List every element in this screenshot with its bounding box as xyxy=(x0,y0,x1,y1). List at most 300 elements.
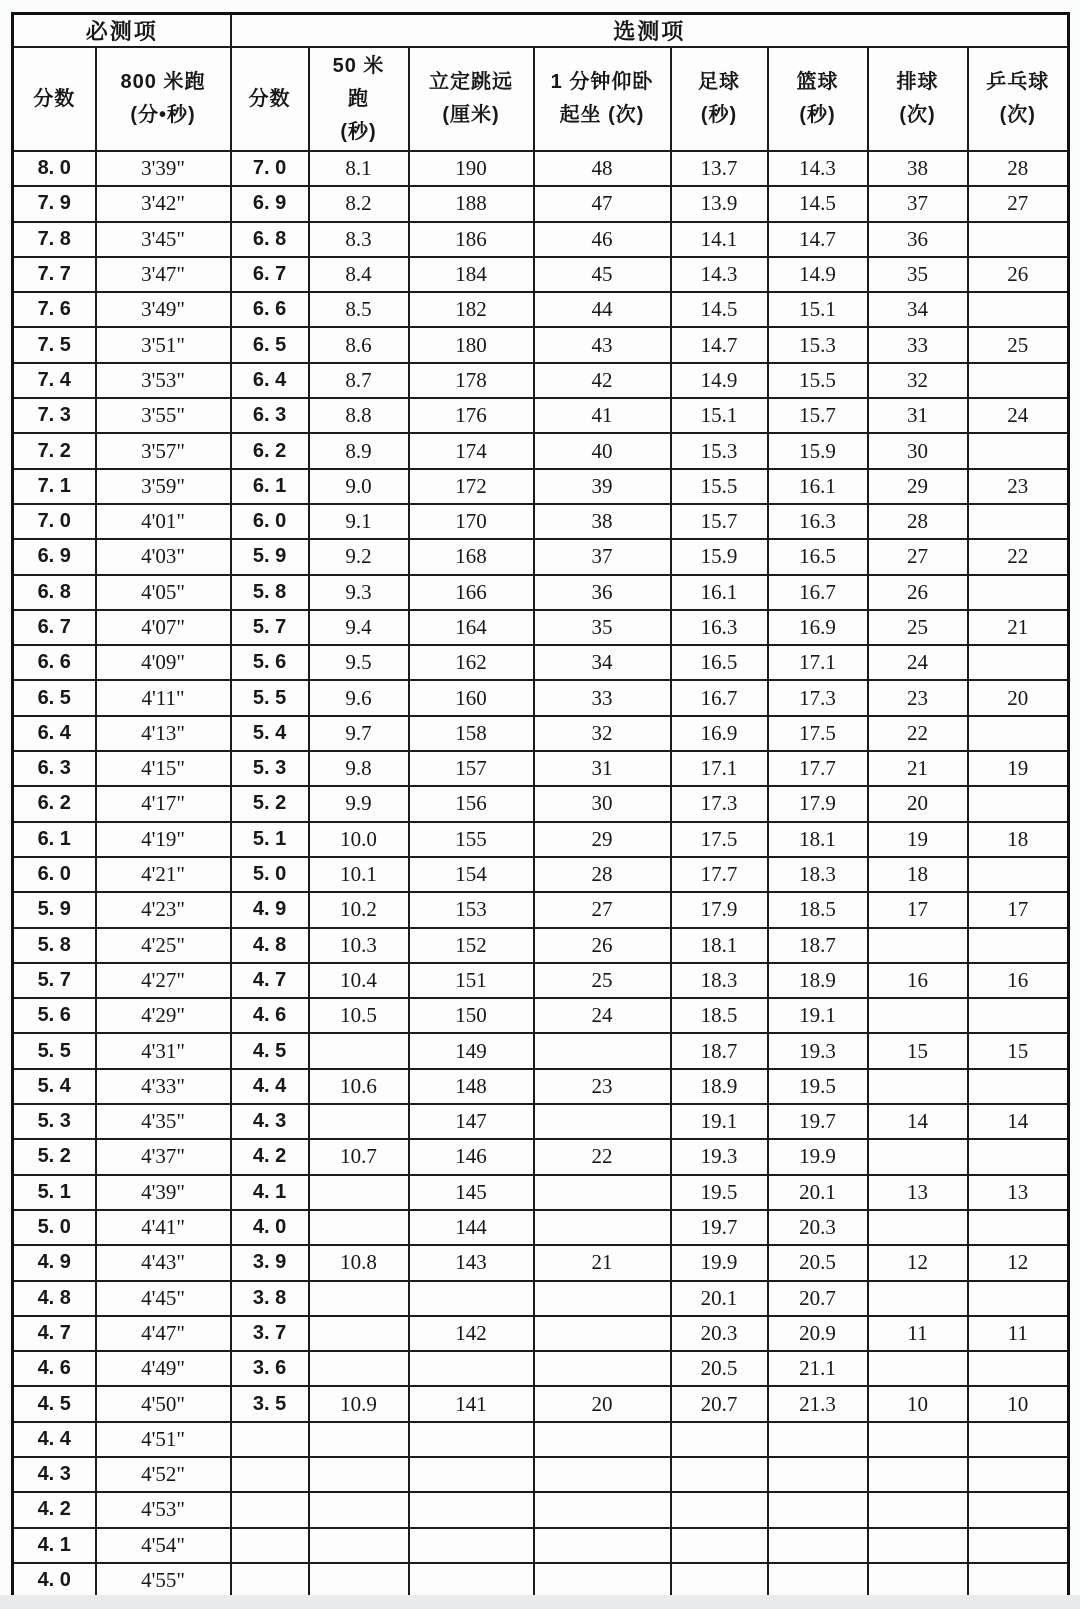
cell-situps-1min: 26 xyxy=(534,928,671,963)
column-header-row xyxy=(13,47,1069,151)
col-header-basketball xyxy=(768,47,868,151)
cell-pingpong xyxy=(968,292,1069,327)
cell-volleyball: 32 xyxy=(868,363,968,398)
cell-football: 18.9 xyxy=(671,1069,768,1104)
cell-situps-1min: 43 xyxy=(534,327,671,362)
cell-football: 17.9 xyxy=(671,892,768,927)
cell-standing-long-jump: 170 xyxy=(409,504,534,539)
cell-score-required: 5. 4 xyxy=(13,1069,96,1104)
cell-score-required: 6. 3 xyxy=(13,751,96,786)
table-row xyxy=(13,1528,1069,1563)
cell-standing-long-jump xyxy=(409,1351,534,1386)
cell-basketball: 17.7 xyxy=(768,751,868,786)
cell-score-optional: 5. 5 xyxy=(231,680,309,715)
cell-run-800m: 4'45" xyxy=(96,1281,231,1316)
cell-volleyball xyxy=(868,1422,968,1457)
cell-volleyball: 15 xyxy=(868,1033,968,1068)
cell-basketball: 18.1 xyxy=(768,822,868,857)
cell-run-800m: 4'29" xyxy=(96,998,231,1033)
table-row xyxy=(13,186,1069,221)
cell-pingpong: 22 xyxy=(968,539,1069,574)
cell-volleyball: 17 xyxy=(868,892,968,927)
cell-pingpong xyxy=(968,645,1069,680)
cell-football: 15.9 xyxy=(671,539,768,574)
cell-pingpong: 14 xyxy=(968,1104,1069,1139)
cell-basketball: 17.3 xyxy=(768,680,868,715)
cell-football xyxy=(671,1422,768,1457)
cell-basketball: 19.7 xyxy=(768,1104,868,1139)
cell-pingpong xyxy=(968,998,1069,1033)
cell-volleyball xyxy=(868,1457,968,1492)
cell-score-required: 6. 7 xyxy=(13,610,96,645)
cell-football: 16.1 xyxy=(671,575,768,610)
table-row xyxy=(13,1139,1069,1174)
cell-volleyball: 12 xyxy=(868,1245,968,1280)
cell-score-optional: 4. 9 xyxy=(231,892,309,927)
cell-run-50m xyxy=(309,1210,409,1245)
cell-basketball: 15.1 xyxy=(768,292,868,327)
table-row xyxy=(13,1563,1069,1599)
cell-pingpong: 18 xyxy=(968,822,1069,857)
cell-run-50m xyxy=(309,1457,409,1492)
table-row xyxy=(13,1033,1069,1068)
col-header-line: (次) xyxy=(999,104,1036,126)
cell-standing-long-jump xyxy=(409,1422,534,1457)
cell-score-optional xyxy=(231,1422,309,1457)
cell-basketball: 15.9 xyxy=(768,433,868,468)
cell-basketball: 20.7 xyxy=(768,1281,868,1316)
cell-football xyxy=(671,1563,768,1599)
col-header-line: 足球 xyxy=(698,71,741,93)
cell-basketball: 18.7 xyxy=(768,928,868,963)
table-row xyxy=(13,1457,1069,1492)
cell-situps-1min: 30 xyxy=(534,786,671,821)
cell-volleyball: 38 xyxy=(868,151,968,186)
cell-football: 14.5 xyxy=(671,292,768,327)
cell-score-required: 6. 0 xyxy=(13,857,96,892)
cell-run-800m: 4'19" xyxy=(96,822,231,857)
cell-volleyball: 26 xyxy=(868,575,968,610)
cell-volleyball: 30 xyxy=(868,433,968,468)
cell-score-required: 6. 9 xyxy=(13,539,96,574)
cell-score-optional: 5. 7 xyxy=(231,610,309,645)
cell-standing-long-jump: 188 xyxy=(409,186,534,221)
cell-run-800m: 3'51" xyxy=(96,327,231,362)
cell-basketball: 21.1 xyxy=(768,1351,868,1386)
cell-situps-1min: 40 xyxy=(534,433,671,468)
cell-volleyball xyxy=(868,1069,968,1104)
col-header-line: 排球 xyxy=(896,71,939,93)
cell-score-required: 7. 5 xyxy=(13,327,96,362)
cell-score-optional: 5. 6 xyxy=(231,645,309,680)
cell-volleyball xyxy=(868,1281,968,1316)
cell-situps-1min: 25 xyxy=(534,963,671,998)
cell-run-800m: 4'50" xyxy=(96,1386,231,1421)
cell-score-required: 5. 7 xyxy=(13,963,96,998)
cell-pingpong: 26 xyxy=(968,257,1069,292)
cell-run-50m: 9.4 xyxy=(309,610,409,645)
cell-basketball: 16.7 xyxy=(768,575,868,610)
cell-score-required: 5. 0 xyxy=(13,1210,96,1245)
cell-score-required: 7. 4 xyxy=(13,363,96,398)
cell-score-required: 4. 3 xyxy=(13,1457,96,1492)
cell-score-optional: 4. 7 xyxy=(231,963,309,998)
cell-run-50m xyxy=(309,1528,409,1563)
table-row xyxy=(13,1316,1069,1351)
cell-score-optional: 3. 6 xyxy=(231,1351,309,1386)
cell-score-required: 6. 4 xyxy=(13,716,96,751)
cell-run-50m: 10.2 xyxy=(309,892,409,927)
cell-run-50m: 10.1 xyxy=(309,857,409,892)
cell-run-800m: 3'45" xyxy=(96,222,231,257)
cell-score-optional: 6. 8 xyxy=(231,222,309,257)
cell-run-50m: 10.4 xyxy=(309,963,409,998)
cell-volleyball: 33 xyxy=(868,327,968,362)
table-row xyxy=(13,504,1069,539)
table-row xyxy=(13,1104,1069,1139)
cell-run-50m xyxy=(309,1175,409,1210)
table-row xyxy=(13,716,1069,751)
cell-situps-1min xyxy=(534,1351,671,1386)
cell-volleyball: 23 xyxy=(868,680,968,715)
col-header-run-50m xyxy=(309,47,409,151)
cell-score-optional: 5. 9 xyxy=(231,539,309,574)
cell-basketball: 20.1 xyxy=(768,1175,868,1210)
cell-run-50m xyxy=(309,1281,409,1316)
cell-football: 16.3 xyxy=(671,610,768,645)
cell-basketball: 18.3 xyxy=(768,857,868,892)
col-header-volleyball xyxy=(868,47,968,151)
cell-pingpong xyxy=(968,433,1069,468)
cell-score-required: 5. 8 xyxy=(13,928,96,963)
cell-volleyball: 37 xyxy=(868,186,968,221)
cell-score-required: 4. 4 xyxy=(13,1422,96,1457)
cell-volleyball: 11 xyxy=(868,1316,968,1351)
cell-score-required: 5. 1 xyxy=(13,1175,96,1210)
cell-score-required: 5. 5 xyxy=(13,1033,96,1068)
cell-run-800m: 4'15" xyxy=(96,751,231,786)
cell-standing-long-jump: 174 xyxy=(409,433,534,468)
cell-volleyball xyxy=(868,998,968,1033)
cell-run-800m: 4'05" xyxy=(96,575,231,610)
cell-situps-1min: 22 xyxy=(534,1139,671,1174)
cell-football: 20.3 xyxy=(671,1316,768,1351)
fitness-score-table xyxy=(11,12,1070,1600)
cell-run-800m: 4'49" xyxy=(96,1351,231,1386)
cell-football: 18.1 xyxy=(671,928,768,963)
col-header-line: 篮球 xyxy=(796,71,839,93)
cell-basketball: 18.9 xyxy=(768,963,868,998)
cell-situps-1min: 31 xyxy=(534,751,671,786)
table-row xyxy=(13,539,1069,574)
cell-standing-long-jump: 182 xyxy=(409,292,534,327)
cell-basketball: 19.3 xyxy=(768,1033,868,1068)
cell-football: 20.1 xyxy=(671,1281,768,1316)
cell-situps-1min xyxy=(534,1316,671,1351)
cell-football xyxy=(671,1492,768,1527)
cell-score-optional: 3. 5 xyxy=(231,1386,309,1421)
cell-run-800m: 4'13" xyxy=(96,716,231,751)
table-row xyxy=(13,1386,1069,1421)
cell-football: 16.5 xyxy=(671,645,768,680)
col-header-line: 立定跳远 xyxy=(429,71,514,93)
cell-score-required: 7. 3 xyxy=(13,398,96,433)
cell-pingpong: 19 xyxy=(968,751,1069,786)
table-row xyxy=(13,963,1069,998)
cell-situps-1min xyxy=(534,1281,671,1316)
cell-basketball: 16.9 xyxy=(768,610,868,645)
cell-basketball: 14.3 xyxy=(768,151,868,186)
table-row xyxy=(13,928,1069,963)
cell-basketball: 18.5 xyxy=(768,892,868,927)
cell-score-optional: 4. 4 xyxy=(231,1069,309,1104)
table-row xyxy=(13,327,1069,362)
cell-pingpong: 28 xyxy=(968,151,1069,186)
cell-pingpong: 15 xyxy=(968,1033,1069,1068)
cell-score-optional: 5. 0 xyxy=(231,857,309,892)
cell-pingpong xyxy=(968,1139,1069,1174)
cell-situps-1min: 42 xyxy=(534,363,671,398)
cell-score-required: 4. 2 xyxy=(13,1492,96,1527)
cell-score-required: 6. 5 xyxy=(13,680,96,715)
cell-volleyball: 14 xyxy=(868,1104,968,1139)
cell-score-required: 5. 9 xyxy=(13,892,96,927)
table-row xyxy=(13,1351,1069,1386)
cell-standing-long-jump: 166 xyxy=(409,575,534,610)
cell-run-800m: 4'53" xyxy=(96,1492,231,1527)
cell-pingpong: 12 xyxy=(968,1245,1069,1280)
cell-run-50m: 9.6 xyxy=(309,680,409,715)
cell-volleyball: 27 xyxy=(868,539,968,574)
cell-basketball: 20.5 xyxy=(768,1245,868,1280)
cell-volleyball: 29 xyxy=(868,469,968,504)
cell-standing-long-jump: 142 xyxy=(409,1316,534,1351)
cell-pingpong: 11 xyxy=(968,1316,1069,1351)
cell-volleyball: 10 xyxy=(868,1386,968,1421)
cell-score-required: 4. 1 xyxy=(13,1528,96,1563)
cell-standing-long-jump xyxy=(409,1457,534,1492)
cell-pingpong: 21 xyxy=(968,610,1069,645)
cell-pingpong: 24 xyxy=(968,398,1069,433)
cell-score-required: 5. 3 xyxy=(13,1104,96,1139)
cell-basketball: 14.7 xyxy=(768,222,868,257)
cell-pingpong xyxy=(968,363,1069,398)
cell-run-50m: 8.8 xyxy=(309,398,409,433)
cell-score-optional: 3. 8 xyxy=(231,1281,309,1316)
cell-basketball: 15.5 xyxy=(768,363,868,398)
cell-run-800m: 4'25" xyxy=(96,928,231,963)
col-header-line: 800 米跑 xyxy=(120,71,206,93)
cell-situps-1min: 36 xyxy=(534,575,671,610)
cell-run-50m: 10.7 xyxy=(309,1139,409,1174)
cell-situps-1min xyxy=(534,1033,671,1068)
table-row xyxy=(13,751,1069,786)
cell-pingpong: 16 xyxy=(968,963,1069,998)
cell-standing-long-jump: 184 xyxy=(409,257,534,292)
cell-pingpong xyxy=(968,222,1069,257)
cell-basketball: 16.1 xyxy=(768,469,868,504)
cell-situps-1min: 35 xyxy=(534,610,671,645)
cell-score-optional xyxy=(231,1457,309,1492)
cell-score-optional: 4. 5 xyxy=(231,1033,309,1068)
cell-pingpong: 27 xyxy=(968,186,1069,221)
group-header-row xyxy=(13,14,1069,48)
cell-run-800m: 4'43" xyxy=(96,1245,231,1280)
table-body xyxy=(13,151,1069,1599)
cell-score-optional: 4. 3 xyxy=(231,1104,309,1139)
cell-run-50m xyxy=(309,1563,409,1599)
col-header-line: (分•秒) xyxy=(130,104,196,126)
cell-run-50m xyxy=(309,1033,409,1068)
cell-situps-1min: 41 xyxy=(534,398,671,433)
cell-standing-long-jump: 143 xyxy=(409,1245,534,1280)
col-header-pingpong xyxy=(968,47,1069,151)
cell-standing-long-jump: 150 xyxy=(409,998,534,1033)
cell-pingpong xyxy=(968,1210,1069,1245)
cell-standing-long-jump: 153 xyxy=(409,892,534,927)
cell-situps-1min xyxy=(534,1175,671,1210)
cell-run-50m xyxy=(309,1492,409,1527)
cell-basketball: 19.5 xyxy=(768,1069,868,1104)
table-row xyxy=(13,469,1069,504)
cell-standing-long-jump: 162 xyxy=(409,645,534,680)
cell-score-required: 4. 9 xyxy=(13,1245,96,1280)
cell-situps-1min: 28 xyxy=(534,857,671,892)
table-row xyxy=(13,610,1069,645)
cell-run-50m: 10.9 xyxy=(309,1386,409,1421)
cell-situps-1min: 29 xyxy=(534,822,671,857)
cell-football: 15.3 xyxy=(671,433,768,468)
cell-basketball: 19.9 xyxy=(768,1139,868,1174)
cell-score-required: 4. 0 xyxy=(13,1563,96,1599)
table-row xyxy=(13,1210,1069,1245)
table-row xyxy=(13,680,1069,715)
cell-standing-long-jump: 152 xyxy=(409,928,534,963)
cell-score-required: 7. 7 xyxy=(13,257,96,292)
table-row xyxy=(13,292,1069,327)
table-row xyxy=(13,645,1069,680)
cell-run-50m: 9.5 xyxy=(309,645,409,680)
cell-football: 19.3 xyxy=(671,1139,768,1174)
col-header-line: 50 米 xyxy=(332,54,385,77)
cell-situps-1min: 45 xyxy=(534,257,671,292)
col-header-line: (秒) xyxy=(340,120,377,143)
cell-standing-long-jump: 141 xyxy=(409,1386,534,1421)
cell-volleyball xyxy=(868,1210,968,1245)
cell-run-50m: 9.3 xyxy=(309,575,409,610)
cell-football: 20.7 xyxy=(671,1386,768,1421)
cell-score-optional: 4. 1 xyxy=(231,1175,309,1210)
cell-score-required: 4. 6 xyxy=(13,1351,96,1386)
table-row xyxy=(13,575,1069,610)
cell-standing-long-jump: 186 xyxy=(409,222,534,257)
cell-score-optional: 3. 9 xyxy=(231,1245,309,1280)
cell-score-optional: 4. 8 xyxy=(231,928,309,963)
cell-situps-1min: 48 xyxy=(534,151,671,186)
cell-score-required: 8. 0 xyxy=(13,151,96,186)
cell-situps-1min: 34 xyxy=(534,645,671,680)
cell-basketball: 20.3 xyxy=(768,1210,868,1245)
cell-score-required: 5. 2 xyxy=(13,1139,96,1174)
table-row xyxy=(13,1281,1069,1316)
cell-run-800m: 4'03" xyxy=(96,539,231,574)
cell-football: 19.9 xyxy=(671,1245,768,1280)
cell-situps-1min: 23 xyxy=(534,1069,671,1104)
cell-standing-long-jump: 151 xyxy=(409,963,534,998)
cell-run-800m: 4'01" xyxy=(96,504,231,539)
cell-run-800m: 4'33" xyxy=(96,1069,231,1104)
cell-football: 15.5 xyxy=(671,469,768,504)
cell-standing-long-jump: 164 xyxy=(409,610,534,645)
cell-situps-1min xyxy=(534,1104,671,1139)
cell-situps-1min: 39 xyxy=(534,469,671,504)
cell-pingpong xyxy=(968,1457,1069,1492)
cell-volleyball: 21 xyxy=(868,751,968,786)
col-header-line: (厘米) xyxy=(442,104,500,126)
cell-score-required: 4. 8 xyxy=(13,1281,96,1316)
cell-standing-long-jump: 148 xyxy=(409,1069,534,1104)
cell-situps-1min xyxy=(534,1563,671,1599)
cell-football xyxy=(671,1528,768,1563)
cell-score-optional: 6. 7 xyxy=(231,257,309,292)
cell-pingpong xyxy=(968,857,1069,892)
page-background-strip xyxy=(0,1595,1080,1609)
cell-run-50m: 9.0 xyxy=(309,469,409,504)
cell-pingpong: 20 xyxy=(968,680,1069,715)
cell-score-optional: 4. 2 xyxy=(231,1139,309,1174)
cell-football: 15.1 xyxy=(671,398,768,433)
cell-pingpong xyxy=(968,786,1069,821)
cell-situps-1min: 47 xyxy=(534,186,671,221)
cell-run-800m: 4'11" xyxy=(96,680,231,715)
table-row xyxy=(13,892,1069,927)
table-row xyxy=(13,398,1069,433)
cell-football: 17.3 xyxy=(671,786,768,821)
cell-score-optional xyxy=(231,1492,309,1527)
cell-volleyball: 36 xyxy=(868,222,968,257)
table-row xyxy=(13,363,1069,398)
table-row xyxy=(13,857,1069,892)
cell-run-50m: 8.3 xyxy=(309,222,409,257)
cell-standing-long-jump: 147 xyxy=(409,1104,534,1139)
cell-score-required: 4. 7 xyxy=(13,1316,96,1351)
col-header-line: 1 分钟仰卧 xyxy=(550,71,654,93)
col-header-line: 起坐 (次) xyxy=(559,104,645,126)
cell-volleyball: 31 xyxy=(868,398,968,433)
cell-score-optional: 6. 6 xyxy=(231,292,309,327)
cell-volleyball: 18 xyxy=(868,857,968,892)
cell-volleyball: 20 xyxy=(868,786,968,821)
cell-score-optional: 4. 6 xyxy=(231,998,309,1033)
table-row xyxy=(13,822,1069,857)
optional-tests-group-header: 选测项 xyxy=(231,14,1069,48)
table-row xyxy=(13,151,1069,186)
cell-run-800m: 3'57" xyxy=(96,433,231,468)
cell-football: 19.7 xyxy=(671,1210,768,1245)
required-tests-group-header: 必测项 xyxy=(13,14,231,48)
cell-football: 17.5 xyxy=(671,822,768,857)
cell-standing-long-jump: 154 xyxy=(409,857,534,892)
cell-situps-1min: 21 xyxy=(534,1245,671,1280)
cell-standing-long-jump: 180 xyxy=(409,327,534,362)
cell-volleyball: 16 xyxy=(868,963,968,998)
cell-pingpong xyxy=(968,1563,1069,1599)
cell-run-800m: 4'21" xyxy=(96,857,231,892)
cell-pingpong: 25 xyxy=(968,327,1069,362)
cell-standing-long-jump: 168 xyxy=(409,539,534,574)
cell-football: 16.9 xyxy=(671,716,768,751)
cell-score-required: 6. 6 xyxy=(13,645,96,680)
